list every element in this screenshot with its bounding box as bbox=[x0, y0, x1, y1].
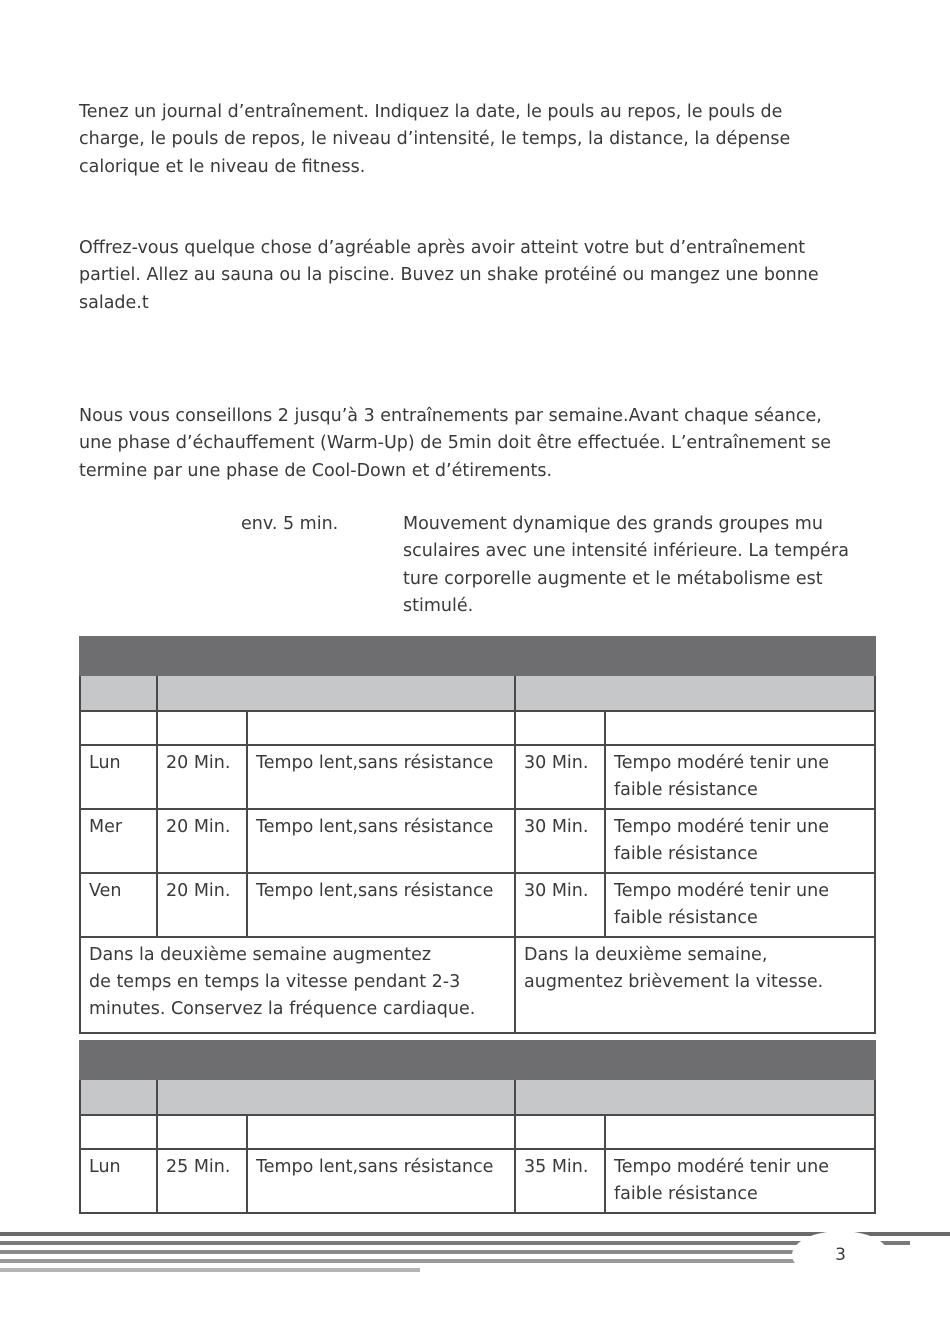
table-title-cell bbox=[80, 637, 875, 675]
footer-stripe bbox=[0, 1268, 420, 1272]
reward-paragraph bbox=[79, 235, 871, 317]
text-line: partiel. Allez au sauna ou la piscine. Buvez un shake protéiné ou mangez une bonne bbox=[79, 265, 819, 286]
table-title-bar bbox=[80, 1041, 875, 1079]
note-left-cell bbox=[80, 937, 515, 1033]
description-cell: Tempo modéré tenir une faible résistance bbox=[605, 1149, 875, 1213]
text-line: Dans la deuxième semaine, bbox=[524, 945, 768, 965]
text-line: termine par une phase de Cool-Down et d’étirements. bbox=[79, 460, 553, 481]
duration-cell: 20 Min. bbox=[157, 809, 247, 873]
table-row bbox=[80, 809, 875, 873]
text-line: Dans la deuxième semaine augmentez bbox=[89, 945, 432, 965]
duration-cell: 20 Min. bbox=[157, 745, 247, 809]
day-cell: Ven bbox=[80, 873, 157, 937]
column-header-cell bbox=[80, 711, 157, 745]
training-log-paragraph bbox=[79, 99, 871, 181]
table-note-row bbox=[80, 937, 875, 1033]
text-line: sculaires avec une intensité inférieure. La tempéra bbox=[403, 541, 849, 562]
page-number: 3 bbox=[792, 1231, 889, 1279]
description-cell: Tempo modéré tenir une faible résistance bbox=[605, 873, 875, 937]
table-title-bar bbox=[80, 637, 875, 675]
subheader-cell bbox=[515, 1079, 875, 1115]
day-cell: Mer bbox=[80, 809, 157, 873]
text-line: Offrez-vous quelque chose d’agréable après avoir atteint votre but d’entraînement bbox=[79, 238, 806, 258]
column-header-cell bbox=[605, 1115, 875, 1149]
column-header-cell bbox=[80, 1115, 157, 1149]
table-column-header-row bbox=[80, 711, 875, 745]
footer-stripe bbox=[0, 1232, 950, 1236]
day-cell: Lun bbox=[80, 1149, 157, 1213]
subheader-cell bbox=[157, 1079, 515, 1115]
text-line: stimulé. bbox=[403, 595, 474, 616]
column-header-cell bbox=[605, 711, 875, 745]
text-line: minutes. Conservez la fréquence cardiaque. bbox=[89, 999, 476, 1019]
description-cell: Tempo lent,sans résistance bbox=[247, 1149, 515, 1213]
column-header-cell bbox=[157, 711, 247, 745]
footer-stripe bbox=[0, 1259, 860, 1263]
text-line: Nous vous conseillons 2 jusqu’à 3 entraînements par semaine.Avant chaque séance, bbox=[79, 406, 822, 426]
subheader-cell bbox=[157, 675, 515, 711]
text-line: ture corporelle augmente et le métabolisme est bbox=[403, 568, 823, 589]
note-right-cell bbox=[515, 937, 875, 1033]
duration-cell: 30 Min. bbox=[515, 745, 605, 809]
table-row bbox=[80, 873, 875, 937]
text-line: Tenez un journal d’entraînement. Indiquez la date, le pouls au repos, le pouls de bbox=[79, 102, 783, 122]
duration-cell: 25 Min. bbox=[157, 1149, 247, 1213]
week1-training-table bbox=[79, 636, 876, 1034]
text-line: de temps en temps la vitesse pendant 2-3 bbox=[89, 972, 461, 992]
column-header-cell bbox=[247, 1115, 515, 1149]
duration-cell: 35 Min. bbox=[515, 1149, 605, 1213]
description-cell: Tempo lent,sans résistance bbox=[247, 745, 515, 809]
warmup-description bbox=[403, 511, 873, 620]
table-row bbox=[80, 745, 875, 809]
text-line: charge, le pouls de repos, le niveau d’intensité, le temps, la distance, la dépense bbox=[79, 129, 791, 150]
frequency-paragraph bbox=[79, 403, 871, 485]
text-line: salade.t bbox=[79, 292, 149, 313]
table-title-cell bbox=[80, 1041, 875, 1079]
column-header-cell bbox=[515, 711, 605, 745]
footer-stripe bbox=[0, 1241, 910, 1245]
text-line: Mouvement dynamique des grands groupes mu bbox=[403, 514, 823, 534]
warmup-duration: env. 5 min. bbox=[241, 514, 339, 534]
column-header-cell bbox=[157, 1115, 247, 1149]
column-header-cell bbox=[247, 711, 515, 745]
text-line: une phase d’échauffement (Warm-Up) de 5min doit être effectuée. L’entraînement se bbox=[79, 433, 832, 454]
description-cell: Tempo lent,sans résistance bbox=[247, 809, 515, 873]
description-cell: Tempo modéré tenir une faible résistance bbox=[605, 809, 875, 873]
table-subheader-row bbox=[80, 675, 875, 711]
subheader-cell bbox=[80, 1079, 157, 1115]
week2-training-table bbox=[79, 1040, 876, 1214]
footer-stripe bbox=[0, 1250, 880, 1254]
duration-cell: 20 Min. bbox=[157, 873, 247, 937]
table-column-header-row bbox=[80, 1115, 875, 1149]
text-line: augmentez brièvement la vitesse. bbox=[524, 972, 824, 992]
duration-cell: 30 Min. bbox=[515, 873, 605, 937]
subheader-cell bbox=[80, 675, 157, 711]
day-cell: Lun bbox=[80, 745, 157, 809]
subheader-cell bbox=[515, 675, 875, 711]
table-row bbox=[80, 1149, 875, 1213]
column-header-cell bbox=[515, 1115, 605, 1149]
text-line: calorique et le niveau de fitness. bbox=[79, 156, 366, 177]
description-cell: Tempo lent,sans résistance bbox=[247, 873, 515, 937]
description-cell: Tempo modéré tenir une faible résistance bbox=[605, 745, 875, 809]
table-subheader-row bbox=[80, 1079, 875, 1115]
duration-cell: 30 Min. bbox=[515, 809, 605, 873]
